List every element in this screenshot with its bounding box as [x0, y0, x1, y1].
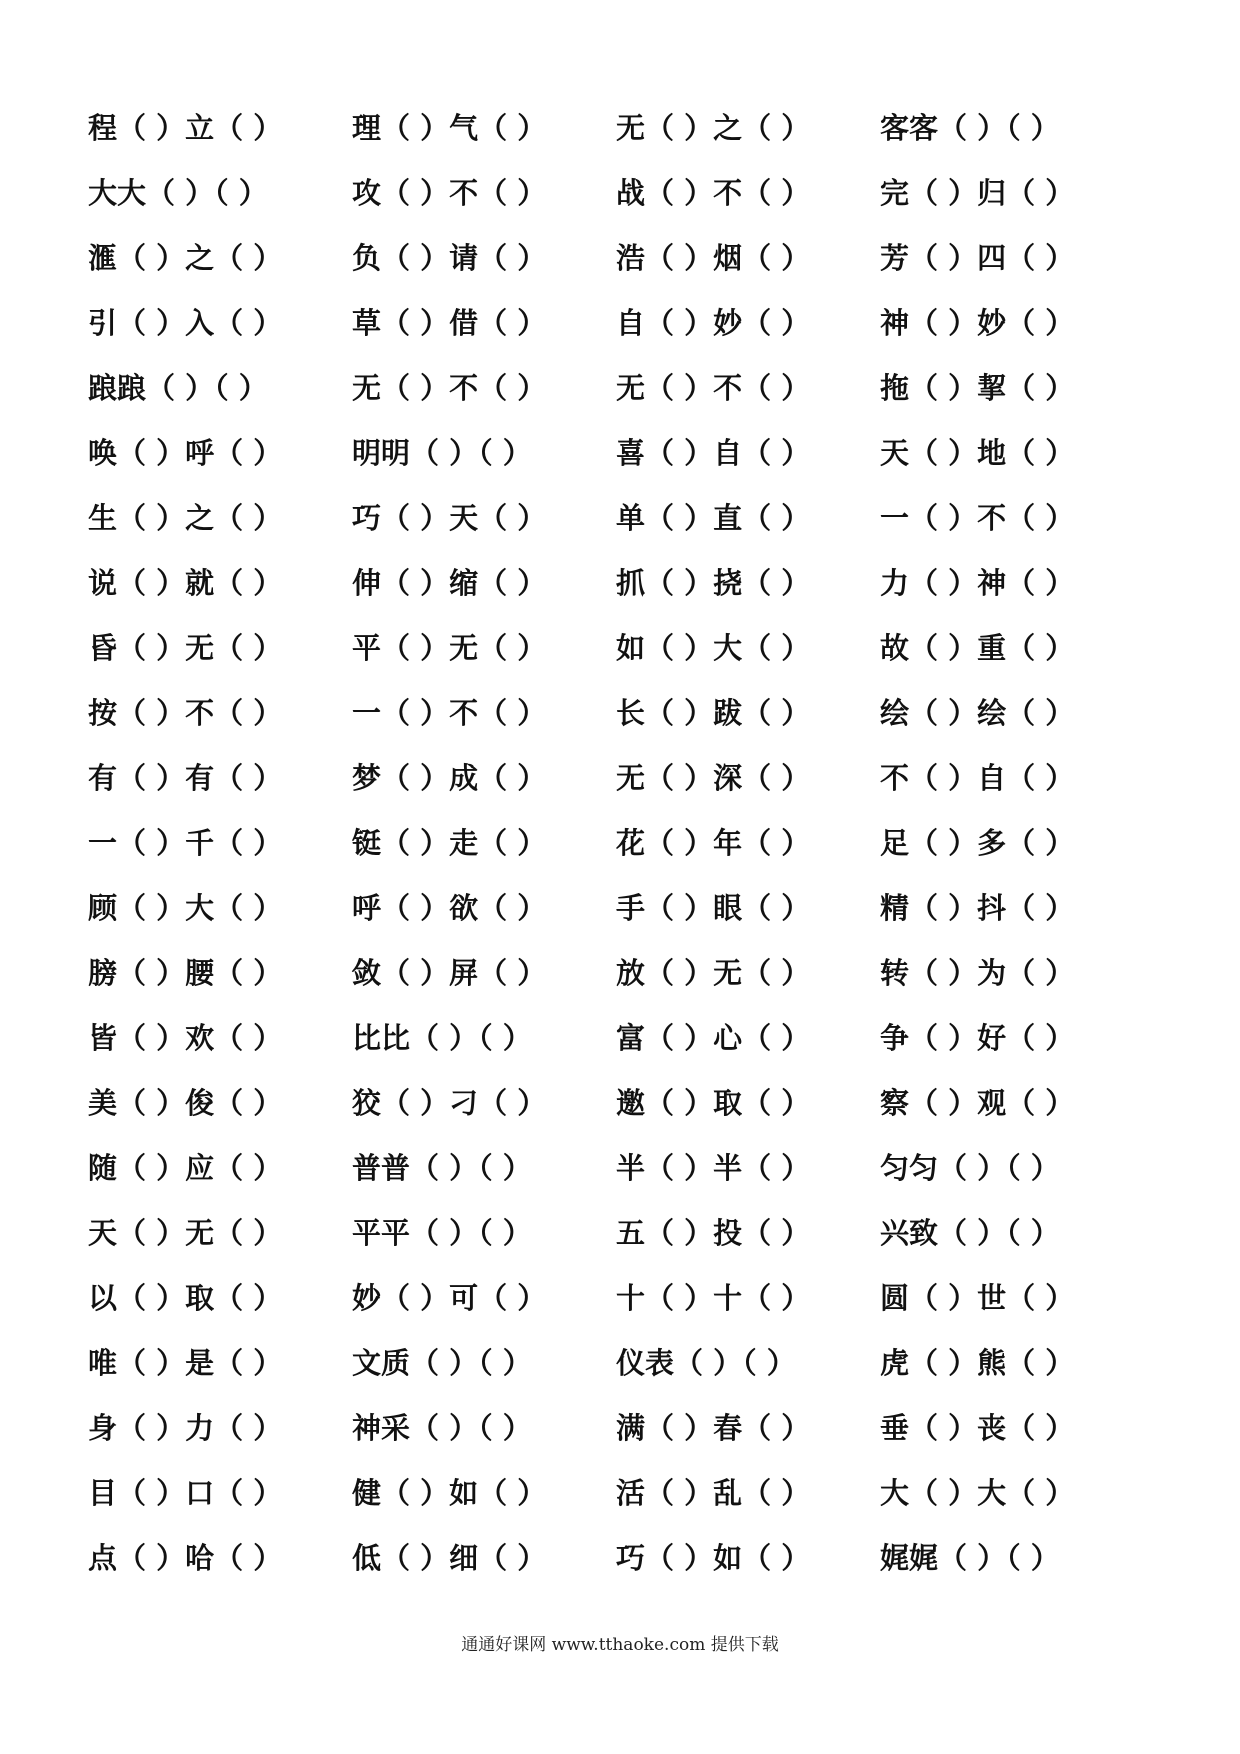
idiom-blank-item: 顾（ ）大（ ） [88, 891, 283, 925]
idiom-blank-item: 目（ ）口（ ） [88, 1476, 283, 1510]
idiom-blank-item: 手（ ）眼（ ） [616, 891, 811, 925]
idiom-blank-item: 转（ ）为（ ） [880, 956, 1075, 990]
idiom-blank-item: 抓（ ）挠（ ） [616, 566, 811, 600]
idiom-blank-item: 十（ ）十（ ） [616, 1281, 811, 1315]
idiom-blank-item: 长（ ）跋（ ） [616, 696, 811, 730]
worksheet-row [88, 681, 1168, 746]
idiom-blank-item: 足（ ）多（ ） [880, 826, 1075, 860]
idiom-blank-item: 力（ ）神（ ） [880, 566, 1075, 600]
idiom-blank-item: 无（ ）深（ ） [616, 761, 811, 795]
idiom-blank-item: 半（ ）半（ ） [616, 1151, 811, 1185]
idiom-blank-item: 随（ ）应（ ） [88, 1151, 283, 1185]
idiom-blank-item: 天（ ）无（ ） [88, 1216, 283, 1250]
worksheet-row [88, 96, 1168, 161]
worksheet-row [88, 161, 1168, 226]
idiom-blank-item: 梦（ ）成（ ） [352, 761, 547, 795]
idiom-blank-item: 故（ ）重（ ） [880, 631, 1075, 665]
idiom-blank-item: 单（ ）直（ ） [616, 501, 811, 535]
worksheet-row [88, 551, 1168, 616]
idiom-blank-item: 自（ ）妙（ ） [616, 306, 811, 340]
idiom-blank-item: 说（ ）就（ ） [88, 566, 283, 600]
worksheet-row [88, 1331, 1168, 1396]
idiom-blank-item: 呼（ ）欲（ ） [352, 891, 547, 925]
worksheet-row [88, 291, 1168, 356]
idiom-blank-item: 平平（ ）（ ） [352, 1216, 532, 1250]
idiom-blank-item: 低（ ）细（ ） [352, 1541, 547, 1575]
idiom-blank-item: 明明（ ）（ ） [352, 436, 532, 470]
idiom-blank-item: 健（ ）如（ ） [352, 1476, 547, 1510]
idiom-blank-item: 膀（ ）腰（ ） [88, 956, 283, 990]
idiom-blank-item: 比比（ ）（ ） [352, 1021, 532, 1055]
idiom-blank-item: 唯（ ）是（ ） [88, 1346, 283, 1380]
idiom-blank-item: 娓娓（ ）（ ） [880, 1541, 1060, 1575]
idiom-blank-item: 垂（ ）丧（ ） [880, 1411, 1075, 1445]
idiom-blank-item: 拖（ ）挈（ ） [880, 371, 1075, 405]
idiom-blank-item: 敛（ ）屏（ ） [352, 956, 547, 990]
idiom-blank-item: 踉踉（ ）（ ） [88, 371, 268, 405]
idiom-blank-item: 一（ ）不（ ） [352, 696, 547, 730]
idiom-blank-item: 负（ ）请（ ） [352, 241, 547, 275]
idiom-blank-item: 圆（ ）世（ ） [880, 1281, 1075, 1315]
worksheet-row [88, 486, 1168, 551]
idiom-blank-item: 五（ ）投（ ） [616, 1216, 811, 1250]
idiom-blank-item: 巧（ ）天（ ） [352, 501, 547, 535]
worksheet-row [88, 226, 1168, 291]
idiom-blank-item: 匀匀（ ）（ ） [880, 1151, 1060, 1185]
worksheet-row [88, 1136, 1168, 1201]
idiom-blank-item: 平（ ）无（ ） [352, 631, 547, 665]
idiom-blank-item: 如（ ）大（ ） [616, 631, 811, 665]
idiom-blank-item: 活（ ）乱（ ） [616, 1476, 811, 1510]
idiom-blank-item: 战（ ）不（ ） [616, 176, 811, 210]
idiom-blank-item: 点（ ）哈（ ） [88, 1541, 283, 1575]
idiom-blank-item: 一（ ）千（ ） [88, 826, 283, 860]
idiom-blank-item: 引（ ）入（ ） [88, 306, 283, 340]
page-footer: 通通好课网 www.tthaoke.com 提供下载 [461, 1635, 779, 1655]
idiom-blank-item: 放（ ）无（ ） [616, 956, 811, 990]
idiom-blank-item: 以（ ）取（ ） [88, 1281, 283, 1315]
idiom-blank-item: 芳（ ）四（ ） [880, 241, 1075, 275]
idiom-blank-item: 昏（ ）无（ ） [88, 631, 283, 665]
idiom-blank-item: 生（ ）之（ ） [88, 501, 283, 535]
idiom-blank-item: 不（ ）自（ ） [880, 761, 1075, 795]
worksheet-row [88, 421, 1168, 486]
idiom-blank-item: 仪表（ ）（ ） [616, 1346, 796, 1380]
idiom-blank-item: 按（ ）不（ ） [88, 696, 283, 730]
worksheet-row [88, 356, 1168, 421]
idiom-blank-item: 妙（ ）可（ ） [352, 1281, 547, 1315]
idiom-blank-item: 程（ ）立（ ） [88, 111, 283, 145]
idiom-blank-item: 普普（ ）（ ） [352, 1151, 532, 1185]
idiom-blank-item: 无（ ）不（ ） [352, 371, 547, 405]
worksheet-row [88, 1201, 1168, 1266]
idiom-blank-item: 皆（ ）欢（ ） [88, 1021, 283, 1055]
worksheet-row [88, 1071, 1168, 1136]
idiom-blank-item: 理（ ）气（ ） [352, 111, 547, 145]
idiom-blank-item: 唤（ ）呼（ ） [88, 436, 283, 470]
idiom-blank-item: 攻（ ）不（ ） [352, 176, 547, 210]
idiom-blank-item: 花（ ）年（ ） [616, 826, 811, 860]
idiom-blank-item: 身（ ）力（ ） [88, 1411, 283, 1445]
worksheet-row [88, 1526, 1168, 1591]
idiom-blank-item: 富（ ）心（ ） [616, 1021, 811, 1055]
idiom-blank-item: 有（ ）有（ ） [88, 761, 283, 795]
idiom-blank-item: 神（ ）妙（ ） [880, 306, 1075, 340]
idiom-blank-item: 铤（ ）走（ ） [352, 826, 547, 860]
idiom-blank-item: 大（ ）大（ ） [880, 1476, 1075, 1510]
idiom-blank-item: 美（ ）俊（ ） [88, 1086, 283, 1120]
idiom-blank-item: 绘（ ）绘（ ） [880, 696, 1075, 730]
idiom-blank-item: 天（ ）地（ ） [880, 436, 1075, 470]
worksheet-row [88, 811, 1168, 876]
idiom-fill-blank-grid [88, 96, 1168, 1591]
idiom-blank-item: 一（ ）不（ ） [880, 501, 1075, 535]
idiom-blank-item: 草（ ）借（ ） [352, 306, 547, 340]
idiom-blank-item: 完（ ）归（ ） [880, 176, 1075, 210]
worksheet-row [88, 876, 1168, 941]
idiom-blank-item: 无（ ）不（ ） [616, 371, 811, 405]
worksheet-row [88, 616, 1168, 681]
worksheet-row [88, 1006, 1168, 1071]
idiom-blank-item: 无（ ）之（ ） [616, 111, 811, 145]
idiom-blank-item: 滙（ ）之（ ） [88, 241, 283, 275]
worksheet-row [88, 746, 1168, 811]
idiom-blank-item: 察（ ）观（ ） [880, 1086, 1075, 1120]
idiom-blank-item: 神采（ ）（ ） [352, 1411, 532, 1445]
idiom-blank-item: 浩（ ）烟（ ） [616, 241, 811, 275]
idiom-blank-item: 狡（ ）刁（ ） [352, 1086, 547, 1120]
worksheet-row [88, 1266, 1168, 1331]
idiom-blank-item: 虎（ ）熊（ ） [880, 1346, 1075, 1380]
worksheet-row [88, 1396, 1168, 1461]
idiom-blank-item: 精（ ）抖（ ） [880, 891, 1075, 925]
idiom-blank-item: 满（ ）春（ ） [616, 1411, 811, 1445]
idiom-blank-item: 兴致（ ）（ ） [880, 1216, 1060, 1250]
idiom-blank-item: 邀（ ）取（ ） [616, 1086, 811, 1120]
idiom-blank-item: 文质（ ）（ ） [352, 1346, 532, 1380]
idiom-blank-item: 客客（ ）（ ） [880, 111, 1060, 145]
worksheet-row [88, 1461, 1168, 1526]
idiom-blank-item: 巧（ ）如（ ） [616, 1541, 811, 1575]
idiom-blank-item: 大大（ ）（ ） [88, 176, 268, 210]
idiom-blank-item: 争（ ）好（ ） [880, 1021, 1075, 1055]
idiom-blank-item: 喜（ ）自（ ） [616, 436, 811, 470]
idiom-blank-item: 伸（ ）缩（ ） [352, 566, 547, 600]
worksheet-row [88, 941, 1168, 1006]
